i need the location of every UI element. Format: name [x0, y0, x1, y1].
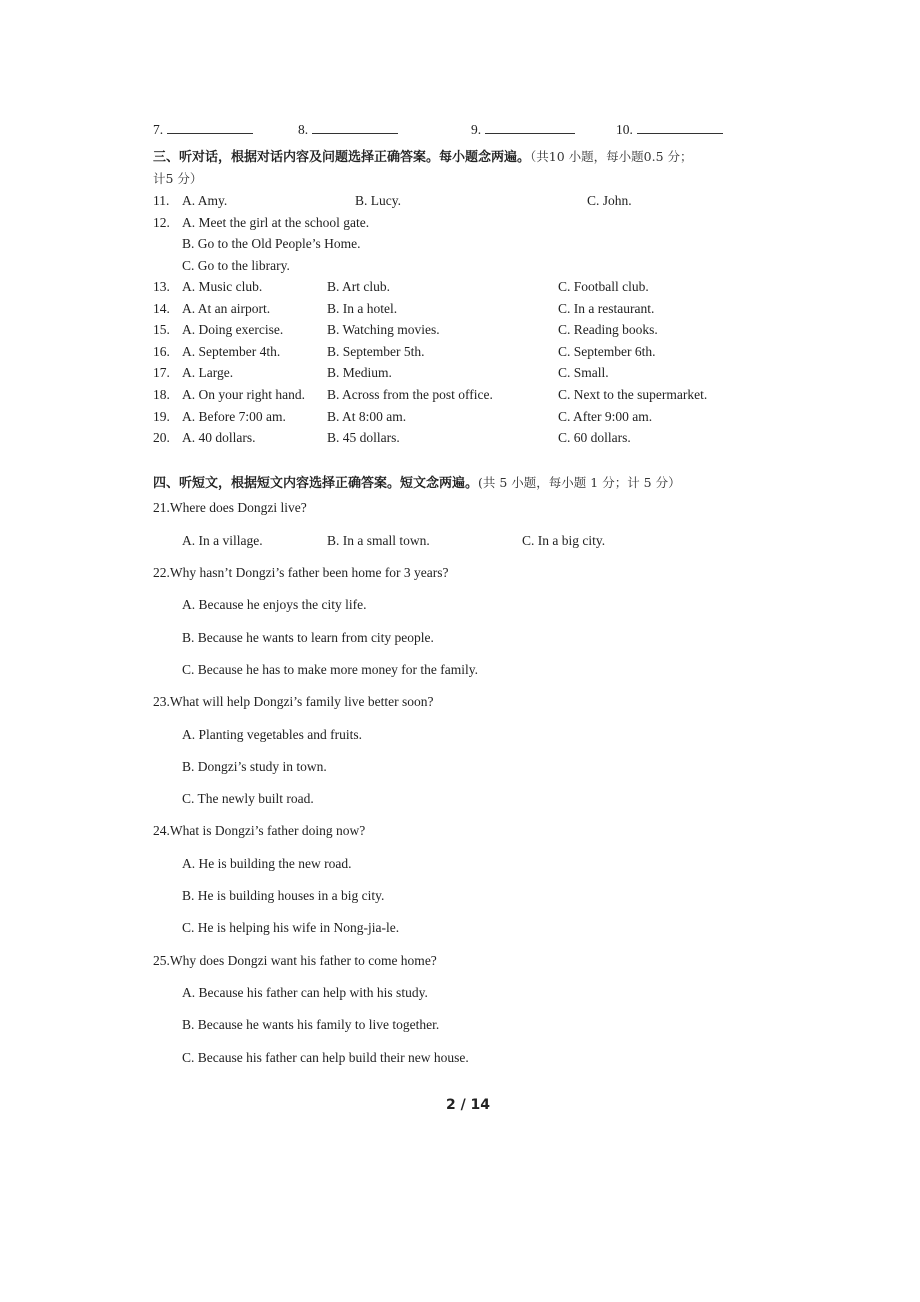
blank-number: 7. [153, 122, 164, 137]
question-number: 16. [153, 344, 170, 359]
option-a: A. At an airport. [182, 301, 271, 316]
option-c: C. 60 dollars. [558, 430, 631, 445]
option-c: C. Because his father can help build their new house. [182, 1050, 469, 1065]
blank-9 [471, 121, 575, 138]
question-number: 15. [153, 322, 170, 337]
blank-7 [153, 121, 253, 138]
section4-note: (共 5 小题，每小题 1 分；计 5 分） [478, 475, 681, 490]
section4-title: 四、听短文，根据短文内容选择正确答案。短文念两遍。 [153, 476, 479, 491]
option-b: B. Medium. [327, 365, 392, 380]
option-c: C. September 6th. [558, 344, 656, 359]
option-c: C. Next to the supermarket. [558, 387, 708, 402]
option-b: B. Watching movies. [327, 322, 440, 337]
section3-heading [153, 146, 693, 165]
option-c: C. Reading books. [558, 322, 658, 337]
blank-number: 10. [616, 122, 633, 137]
answer-line [167, 121, 253, 134]
option-a: A. Music club. [182, 279, 263, 294]
option-b: B. Because he wants his family to live together. [182, 1017, 440, 1032]
section4-heading [153, 472, 681, 491]
blank-number: 9. [471, 122, 482, 137]
blank-8 [298, 121, 398, 138]
option-b: B. Dongzi’s study in town. [182, 759, 327, 774]
section3-note: （共10 小题，每小题0.5 分； [530, 149, 693, 164]
option-a: A. Because his father can help with his study. [182, 985, 428, 1000]
blank-10 [616, 121, 723, 138]
option-b: B. At 8:00 am. [327, 409, 407, 424]
question-text: 22.Why hasn’t Dongzi’s father been home for 3 years? [153, 565, 449, 580]
answer-line [485, 121, 575, 134]
option-a: A. September 4th. [182, 344, 281, 359]
option-a: A. Meet the girl at the school gate. [182, 215, 370, 230]
option-c: C. He is helping his wife in Nong-jia-le. [182, 920, 400, 935]
question-text: 24.What is Dongzi’s father doing now? [153, 823, 366, 838]
option-b: B. September 5th. [327, 344, 425, 359]
question-number: 20. [153, 430, 170, 445]
question-number: 18. [153, 387, 170, 402]
option-a: A. On your right hand. [182, 387, 305, 402]
option-c: C. Go to the library. [182, 258, 290, 273]
question-text: 23.What will help Dongzi’s family live better soon? [153, 694, 434, 709]
question-number: 13. [153, 279, 170, 294]
answer-line [312, 121, 398, 134]
option-a: A. Large. [182, 365, 234, 380]
option-c: C. In a big city. [522, 533, 606, 548]
option-b: B. Go to the Old People’s Home. [182, 236, 361, 251]
question-text: 21.Where does Dongzi live? [153, 500, 307, 515]
blank-number: 8. [298, 122, 309, 137]
page-number: 2 / 14 [445, 1097, 491, 1113]
option-b: B. He is building houses in a big city. [182, 888, 385, 903]
option-b: B. Art club. [327, 279, 390, 294]
option-c: C. Because he has to make more money for the family. [182, 662, 479, 677]
question-text: 25.Why does Dongzi want his father to come home? [153, 953, 437, 968]
option-c: C. Football club. [558, 279, 649, 294]
question-number: 12. [153, 215, 170, 230]
question-number: 19. [153, 409, 170, 424]
option-c: C. The newly built road. [182, 791, 314, 806]
question-number: 17. [153, 365, 170, 380]
option-c: C. John. [587, 193, 632, 208]
option-a: A. Planting vegetables and fruits. [182, 727, 362, 742]
option-a: A. In a village. [182, 533, 263, 548]
option-a: A. Amy. [182, 193, 228, 208]
option-a: A. 40 dollars. [182, 430, 256, 445]
option-c: C. After 9:00 am. [558, 409, 653, 424]
section3-title: 三、听对话，根据对话内容及问题选择正确答案。每小题念两遍。 [153, 150, 531, 165]
option-b: B. In a hotel. [327, 301, 398, 316]
question-number: 14. [153, 301, 170, 316]
option-b: B. Across from the post office. [327, 387, 493, 402]
option-a: A. Before 7:00 am. [182, 409, 286, 424]
option-c: C. In a restaurant. [558, 301, 655, 316]
option-b: B. Lucy. [355, 193, 401, 208]
option-a: A. Doing exercise. [182, 322, 284, 337]
option-c: C. Small. [558, 365, 609, 380]
option-b: B. 45 dollars. [327, 430, 400, 445]
section3-note-cont: 计5 分） [153, 171, 203, 186]
question-number: 11. [153, 193, 170, 208]
option-b: B. In a small town. [327, 533, 430, 548]
option-b: B. Because he wants to learn from city people. [182, 630, 434, 645]
option-a: A. He is building the new road. [182, 856, 352, 871]
option-a: A. Because he enjoys the city life. [182, 597, 367, 612]
answer-line [637, 121, 723, 134]
